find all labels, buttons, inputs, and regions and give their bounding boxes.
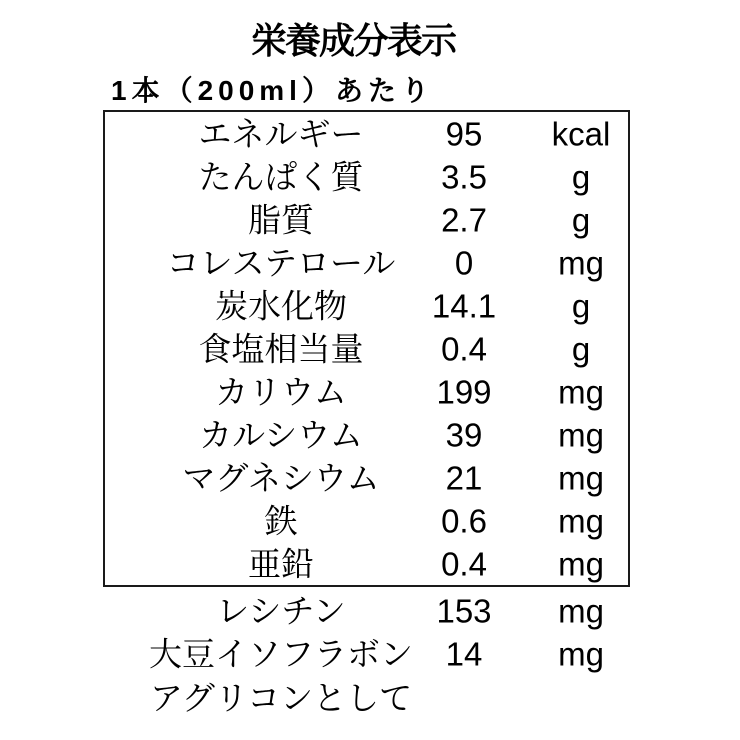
nutrient-label: 大豆イソフラボン [149, 635, 413, 673]
nutrient-unit: mg [558, 502, 604, 539]
nutrient-label: 亜鉛 [248, 545, 314, 582]
nutrient-unit: g [571, 287, 591, 324]
row-calcium [105, 413, 628, 456]
row-soy-isoflavone [105, 633, 628, 677]
nutrient-unit: g [571, 201, 591, 238]
nutrient-value: 95 [445, 115, 483, 152]
row-iron [105, 499, 628, 542]
nutrient-unit: mg [558, 416, 604, 453]
row-potassium [105, 370, 628, 413]
serving-size: 1本（200ml）あたり [111, 75, 434, 106]
nutrient-label: 鉄 [264, 502, 298, 539]
nutrient-unit: kcal [551, 115, 611, 152]
nutrient-label: マグネシウム [182, 459, 380, 496]
row-protein [105, 155, 628, 198]
nutrient-unit: mg [558, 545, 604, 582]
row-cholesterol [105, 241, 628, 284]
nutrient-label: 炭水化物 [215, 287, 347, 324]
nutrient-value: 199 [436, 373, 492, 410]
nutrient-label: 食塩相当量 [198, 330, 364, 367]
nutrient-value: 21 [445, 459, 483, 496]
row-salt-equivalent [105, 327, 628, 370]
nutrient-value: 0 [454, 244, 474, 281]
extra-nutrients-section [105, 589, 628, 720]
nutrient-label: アグリコンとして [149, 679, 413, 717]
row-aglycone-note [105, 676, 628, 720]
nutrient-unit: mg [558, 592, 604, 630]
nutrient-label: カリウム [215, 373, 347, 410]
row-magnesium [105, 456, 628, 499]
nutrient-label: エネルギー [198, 115, 364, 152]
nutrient-unit: mg [558, 244, 604, 281]
nutrient-value: 14.1 [431, 287, 497, 324]
nutrient-value: 2.7 [441, 201, 487, 238]
row-energy [105, 112, 628, 155]
nutrition-table-box [103, 110, 630, 587]
nutrient-label: カルシウム [199, 416, 363, 453]
nutrient-value: 0.4 [441, 330, 487, 367]
nutrient-unit: g [571, 330, 591, 367]
nutrient-label: コレステロール [166, 244, 396, 281]
row-fat [105, 198, 628, 241]
nutrient-value: 39 [445, 416, 483, 453]
nutrient-value: 0.6 [441, 502, 487, 539]
nutrition-title: 栄養成分表示 [250, 20, 455, 61]
nutrient-unit: mg [558, 373, 604, 410]
nutrient-value: 0.4 [441, 545, 487, 582]
nutrient-value: 14 [445, 635, 483, 673]
row-carbohydrate [105, 284, 628, 327]
nutrient-unit: mg [558, 459, 604, 496]
row-zinc [105, 542, 628, 585]
nutrient-label: 脂質 [248, 201, 314, 238]
nutrient-unit: mg [558, 635, 604, 673]
nutrient-label: たんぱく質 [198, 158, 364, 195]
nutrient-value: 3.5 [441, 158, 487, 195]
row-lecithin [105, 589, 628, 633]
nutrient-unit: g [571, 158, 591, 195]
nutrient-value: 153 [436, 592, 492, 630]
nutrient-label: レシチン [216, 592, 346, 630]
